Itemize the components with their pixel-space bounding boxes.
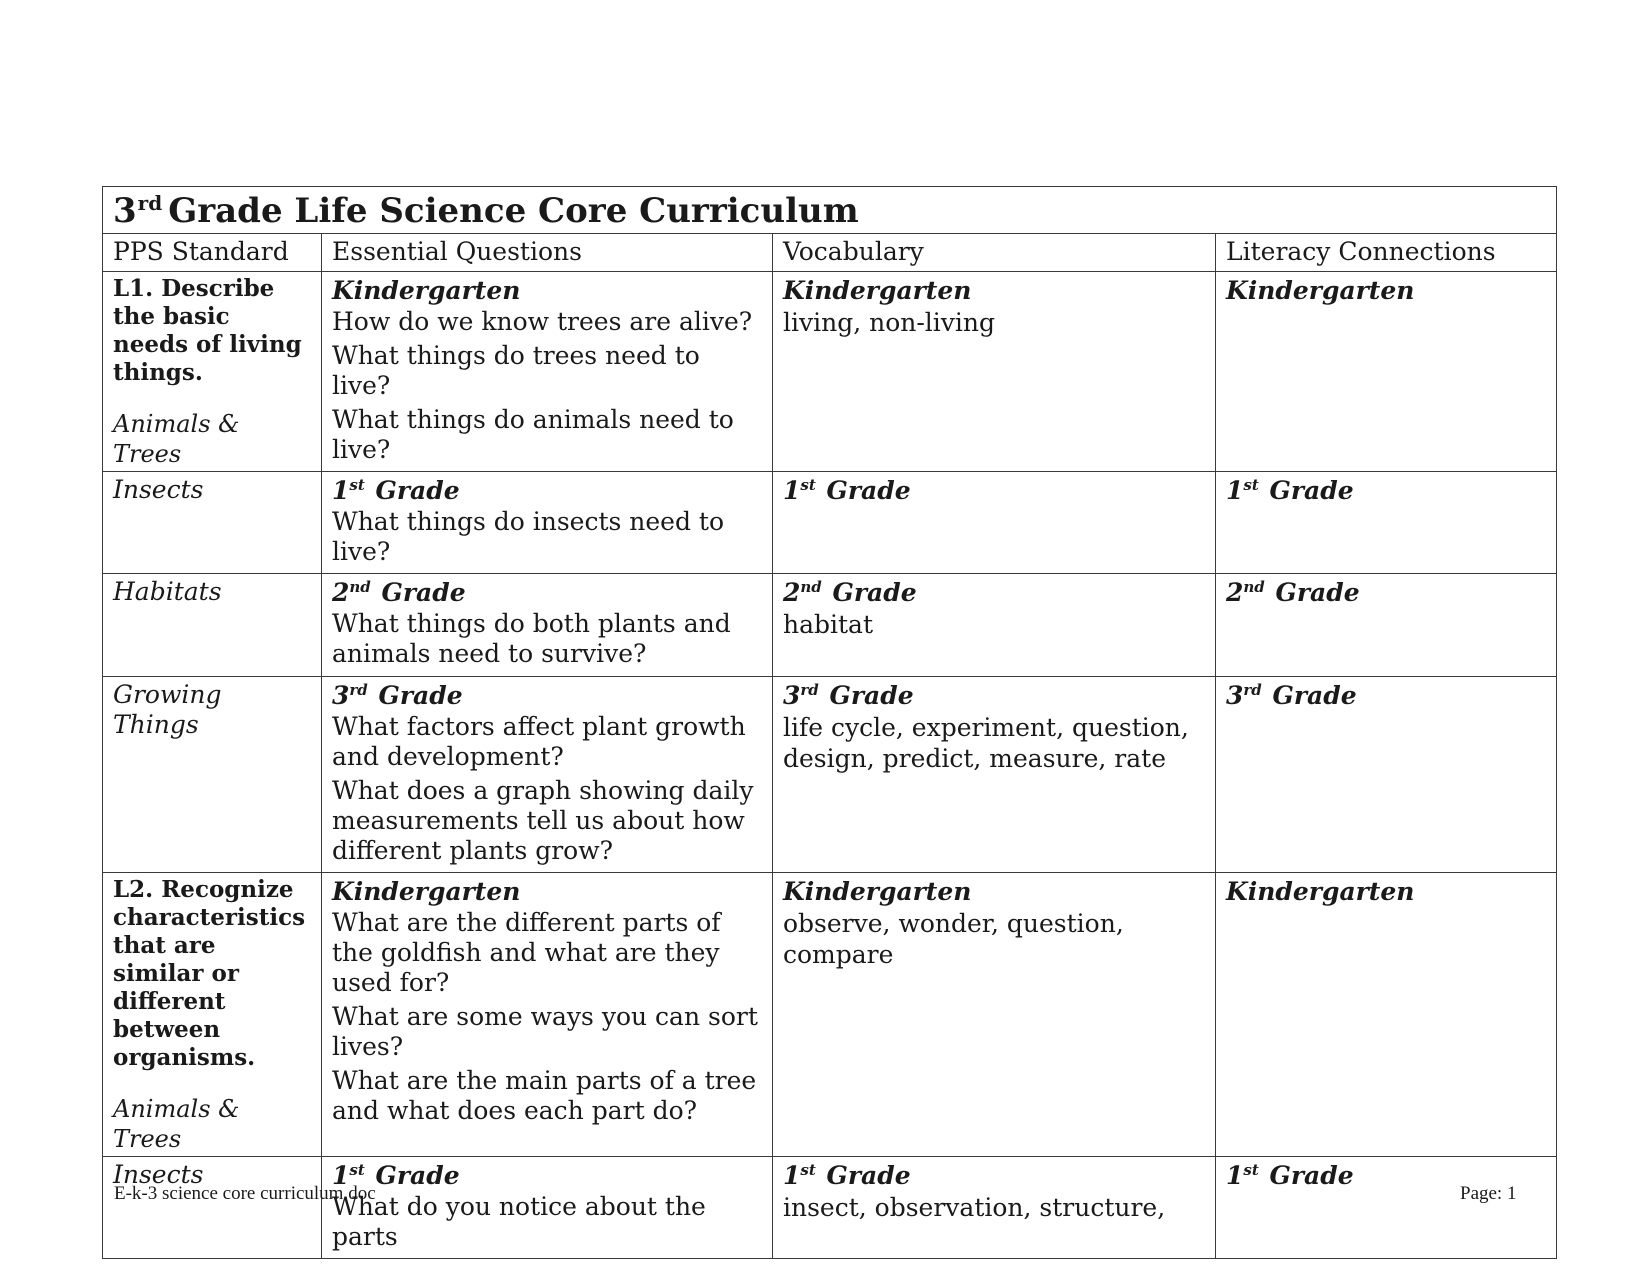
standard-cell bbox=[103, 472, 322, 574]
vocabulary-text: life cycle, experiment, question, design, predict, measure, rate bbox=[783, 713, 1189, 773]
table-row bbox=[103, 873, 1557, 1157]
questions-cell bbox=[322, 677, 773, 873]
vocabulary-cell bbox=[773, 272, 1216, 472]
title-row bbox=[103, 187, 1557, 234]
literacy-cell bbox=[1216, 272, 1557, 472]
standard-label: L1. Describe the basic needs of living things. bbox=[113, 275, 302, 386]
essential-question: What things do insects need to live? bbox=[332, 507, 725, 566]
grade-heading: Kindergarten bbox=[332, 877, 521, 906]
header-vocabulary: Vocabulary bbox=[773, 234, 1216, 272]
table-row bbox=[103, 677, 1557, 873]
vocabulary-cell bbox=[773, 677, 1216, 873]
header-pps-standard: PPS Standard bbox=[103, 234, 322, 272]
vocabulary-text: habitat bbox=[783, 610, 874, 639]
grade-heading: Kindergarten bbox=[332, 276, 521, 305]
essential-question: What are the main parts of a tree and what does each part do? bbox=[332, 1066, 757, 1125]
literacy-cell bbox=[1216, 574, 1557, 677]
vocabulary-text: living, non-living bbox=[783, 308, 996, 337]
standard-cell bbox=[103, 272, 322, 472]
header-literacy-connections: Literacy Connections bbox=[1216, 234, 1557, 272]
standard-cell bbox=[103, 677, 322, 873]
table-row bbox=[103, 574, 1557, 677]
questions-cell bbox=[322, 574, 773, 677]
essential-question: What does a graph showing daily measurements tell us about how different plants grow? bbox=[332, 776, 754, 865]
essential-question: What factors affect plant growth and development? bbox=[332, 712, 746, 771]
table-row bbox=[103, 472, 1557, 574]
vocabulary-cell bbox=[773, 472, 1216, 574]
grade-heading: 3rd Grade bbox=[783, 681, 914, 710]
standard-topic: Animals & Trees bbox=[113, 1095, 240, 1153]
literacy-cell bbox=[1216, 873, 1557, 1157]
essential-question: What are some ways you can sort lives? bbox=[332, 1002, 758, 1061]
header-essential-questions: Essential Questions bbox=[322, 234, 773, 272]
essential-question: What things do animals need to live? bbox=[332, 405, 734, 464]
vocabulary-cell bbox=[773, 574, 1216, 677]
standard-cell bbox=[103, 574, 322, 677]
standard-topic: Insects bbox=[113, 475, 204, 504]
grade-heading: Kindergarten bbox=[783, 276, 972, 305]
table-row bbox=[103, 272, 1557, 472]
vocabulary-cell bbox=[773, 1157, 1216, 1259]
standard-topic: Animals & Trees bbox=[113, 410, 240, 468]
grade-heading: 2nd Grade bbox=[1226, 578, 1360, 607]
title-grade-number: 3 bbox=[113, 191, 137, 231]
grade-heading: 2nd Grade bbox=[783, 578, 917, 607]
essential-question: What are the different parts of the goldfish and what are they used for? bbox=[332, 908, 721, 997]
essential-question: What things do trees need to live? bbox=[332, 341, 700, 400]
grade-heading: 3rd Grade bbox=[332, 681, 463, 710]
standard-cell bbox=[103, 873, 322, 1157]
standard-topic: Habitats bbox=[113, 577, 222, 606]
essential-question: What do you notice about the parts bbox=[332, 1192, 706, 1251]
header-row bbox=[103, 234, 1557, 272]
literacy-cell bbox=[1216, 677, 1557, 873]
standard-topic: Growing Things bbox=[113, 680, 222, 739]
grade-heading: 1st Grade bbox=[332, 476, 460, 505]
grade-heading: 1st Grade bbox=[783, 476, 911, 505]
grade-heading: 1st Grade bbox=[783, 1161, 911, 1190]
questions-cell bbox=[322, 873, 773, 1157]
title-text: Grade Life Science Core Curriculum bbox=[168, 191, 859, 231]
standard-label: L2. Recognize characteristics that are similar or different between organisms. bbox=[113, 876, 306, 1071]
questions-cell bbox=[322, 472, 773, 574]
table-title bbox=[103, 187, 1557, 234]
grade-heading: 2nd Grade bbox=[332, 578, 466, 607]
table-row bbox=[103, 1157, 1557, 1259]
grade-heading: Kindergarten bbox=[1226, 276, 1415, 305]
grade-heading: 1st Grade bbox=[332, 1161, 460, 1190]
literacy-cell bbox=[1216, 472, 1557, 574]
title-grade-ordinal: rd bbox=[137, 191, 163, 215]
vocabulary-cell bbox=[773, 873, 1216, 1157]
essential-question: How do we know trees are alive? bbox=[332, 307, 753, 336]
grade-heading: 3rd Grade bbox=[1226, 681, 1357, 710]
literacy-cell bbox=[1216, 1157, 1557, 1259]
questions-cell bbox=[322, 1157, 773, 1259]
footer-page-number: Page: 1 bbox=[1460, 1183, 1517, 1204]
curriculum-table bbox=[102, 186, 1557, 1259]
vocabulary-text: observe, wonder, question, compare bbox=[783, 909, 1124, 969]
vocabulary-text: insect, observation, structure, bbox=[783, 1193, 1166, 1222]
essential-question: What things do both plants and animals need to survive? bbox=[332, 609, 731, 668]
grade-heading: 1st Grade bbox=[1226, 1161, 1354, 1190]
questions-cell bbox=[322, 272, 773, 472]
standard-topic: Insects bbox=[113, 1160, 204, 1189]
grade-heading: Kindergarten bbox=[1226, 877, 1415, 906]
footer-filename: E-k-3 science core curriculum.doc bbox=[114, 1183, 376, 1204]
standard-cell bbox=[103, 1157, 322, 1259]
grade-heading: Kindergarten bbox=[783, 877, 972, 906]
grade-heading: 1st Grade bbox=[1226, 476, 1354, 505]
